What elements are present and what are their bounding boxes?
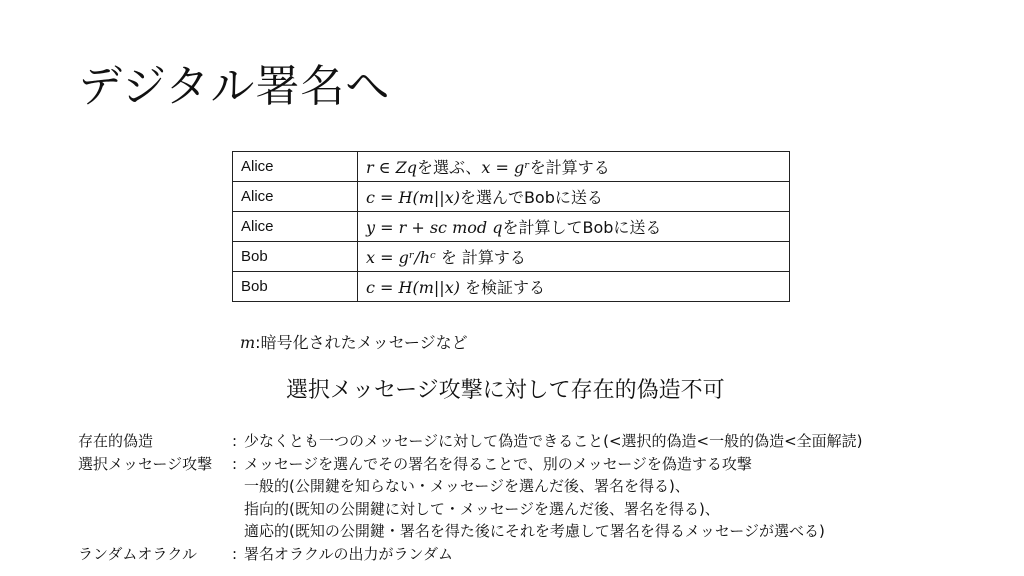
step-math: y = r + sc mod q — [366, 218, 503, 237]
table-row — [233, 212, 790, 242]
definition-row — [78, 543, 863, 566]
step-text: を選んでBobに送る — [459, 188, 603, 207]
step-cell — [358, 272, 790, 302]
definition-term: ランダムオラクル — [78, 544, 197, 563]
step-math: r ∈ Zq — [366, 158, 418, 177]
note-math: m — [240, 333, 256, 352]
footnote — [240, 330, 468, 353]
attack-variant: 適応的(既知の公開鍵・署名を得た後にそれを考慮して署名を得るメッセージが選べる) — [244, 522, 825, 541]
definition-desc: メッセージを選んでその署名を得ることで、別のメッセージを偽造する攻撃 — [244, 454, 752, 473]
step-text: を 計算する — [435, 248, 526, 267]
table-row — [233, 242, 790, 272]
attack-variant: 一般的(公開鍵を知らない・メッセージを選んだ後、署名を得る)、 — [244, 477, 690, 496]
definitions — [78, 430, 863, 566]
definition-sep: : — [232, 544, 238, 563]
note-text: :暗号化されたメッセージなど — [255, 333, 468, 352]
step-text-2: を計算する — [529, 158, 610, 177]
table-row — [233, 182, 790, 212]
actor-cell: Alice — [233, 152, 358, 182]
definition-desc: 少なくとも一つのメッセージに対して偽造できること(<選択的偽造<一般的偽造<全面解読) — [244, 432, 863, 450]
attack-variant: 指向的(既知の公開鍵に対して・メッセージを選んだ後、署名を得る)、 — [244, 499, 720, 518]
step-math: c = H(m||x) — [366, 278, 460, 297]
definition-sep: : — [232, 432, 238, 450]
step-cell — [358, 152, 790, 182]
table-row — [233, 272, 790, 302]
definition-row — [78, 453, 863, 476]
step-math-2: x = gʳ — [481, 158, 530, 177]
step-cell — [358, 242, 790, 272]
definition-row — [78, 430, 863, 453]
table-row — [233, 152, 790, 182]
headline: 選択メッセージ攻撃に対して存在的偽造不可 — [286, 378, 725, 403]
page-title: デジタル署名へ — [78, 61, 391, 112]
actor-cell: Alice — [233, 182, 358, 212]
step-math: x = gʳ/hᶜ — [366, 248, 436, 267]
step-text: を計算してBobに送る — [502, 218, 662, 237]
step-cell — [358, 212, 790, 242]
actor-cell: Bob — [233, 272, 358, 302]
actor-cell: Bob — [233, 242, 358, 272]
definition-desc: 署名オラクルの出力がランダム — [244, 544, 453, 563]
definition-term: 選択メッセージ攻撃 — [78, 454, 213, 473]
step-cell — [358, 182, 790, 212]
definition-term: 存在的偽造 — [78, 432, 154, 450]
protocol-table — [232, 151, 790, 302]
actor-cell: Alice — [233, 212, 358, 242]
step-math: c = H(m||x) — [366, 188, 460, 207]
step-text: を検証する — [459, 278, 546, 297]
definition-sep: : — [232, 454, 238, 473]
step-text: を選ぶ、 — [417, 158, 482, 177]
